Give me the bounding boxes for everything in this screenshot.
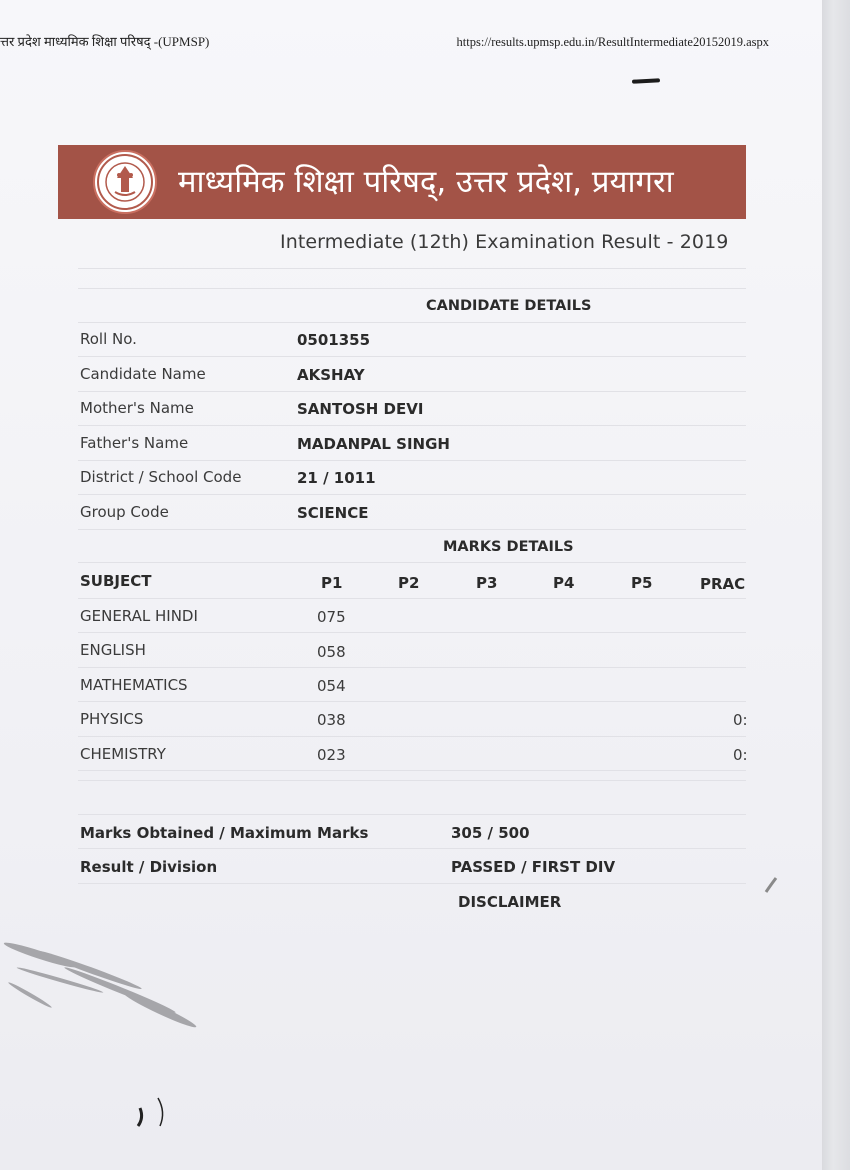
district-school-code-value: 21 / 1011 (297, 469, 376, 487)
group-code-label: Group Code (80, 503, 169, 521)
marks-details-heading: MARKS DETAILS (443, 539, 574, 555)
father-name-value: MADANPAL SINGH (297, 435, 450, 453)
candidate-details-heading: CANDIDATE DETAILS (426, 298, 592, 314)
divider (78, 632, 746, 633)
p1-mark: 038 (317, 711, 346, 729)
divider (78, 425, 746, 426)
col-p4-header: P4 (553, 574, 575, 592)
col-p2-header: P2 (398, 574, 420, 592)
divider (78, 391, 746, 392)
scan-smudge (0, 925, 215, 1035)
col-subject-header: SUBJECT (80, 572, 152, 590)
marks-obtained-label: Marks Obtained / Maximum Marks (80, 824, 369, 842)
divider (78, 780, 746, 781)
prac-mark: 0: (733, 711, 748, 729)
col-p3-header: P3 (476, 574, 498, 592)
divider (78, 460, 746, 461)
marks-obtained-value: 305 / 500 (451, 824, 530, 842)
p1-mark: 058 (317, 643, 346, 661)
divider (78, 736, 746, 737)
divider (78, 883, 746, 884)
board-banner (58, 145, 746, 219)
group-code-value: SCIENCE (297, 504, 369, 522)
scanner-margin (822, 0, 850, 1170)
col-p5-header: P5 (631, 574, 653, 592)
p1-mark: 023 (317, 746, 346, 764)
divider (78, 770, 746, 771)
scan-smudge (760, 870, 784, 896)
col-prac-header: PRAC (700, 575, 746, 593)
scan-smudge (128, 1088, 176, 1133)
divider (78, 322, 746, 323)
divider (78, 562, 746, 563)
p1-mark: 054 (317, 677, 346, 695)
mother-name-label: Mother's Name (80, 399, 194, 417)
subject-name: GENERAL HINDI (80, 607, 198, 625)
exam-title: Intermediate (12th) Examination Result - 2019 (280, 231, 729, 253)
divider (78, 268, 746, 269)
father-name-label: Father's Name (80, 434, 189, 452)
roll-no-value: 0501355 (297, 331, 371, 349)
divider (78, 701, 746, 702)
prac-mark: 0: (733, 746, 748, 764)
divider (78, 598, 746, 599)
subject-name: PHYSICS (80, 710, 144, 728)
divider (78, 814, 746, 815)
result-division-label: Result / Division (80, 858, 218, 876)
divider (78, 848, 746, 849)
result-division-value: PASSED / FIRST DIV (451, 858, 616, 876)
divider (78, 494, 746, 495)
subject-name: CHEMISTRY (80, 745, 166, 763)
candidate-name-label: Candidate Name (80, 365, 206, 383)
mother-name-value: SANTOSH DEVI (297, 400, 424, 418)
district-school-code-label: District / School Code (80, 468, 242, 486)
subject-name: ENGLISH (80, 641, 146, 659)
print-header-url: https://results.upmsp.edu.in/ResultIntermediate20152019.aspx (456, 35, 769, 49)
divider (78, 529, 746, 530)
divider (78, 356, 746, 357)
candidate-name-value: AKSHAY (297, 366, 365, 384)
ink-mark (632, 78, 660, 83)
upmsp-logo-icon (93, 150, 157, 214)
p1-mark: 075 (317, 608, 346, 626)
roll-no-label: Roll No. (80, 330, 137, 348)
divider (78, 667, 746, 668)
divider (78, 288, 746, 289)
banner-title: माध्यमिक शिक्षा परिषद्, उत्तर प्रदेश, प्रयागरा (178, 164, 674, 200)
subject-name: MATHEMATICS (80, 676, 188, 694)
col-p1-header: P1 (321, 574, 343, 592)
disclaimer-heading: DISCLAIMER (458, 893, 562, 911)
print-header-title: त्तर प्रदेश माध्यमिक शिक्षा परिषद् -(UPMSP) (0, 34, 210, 49)
